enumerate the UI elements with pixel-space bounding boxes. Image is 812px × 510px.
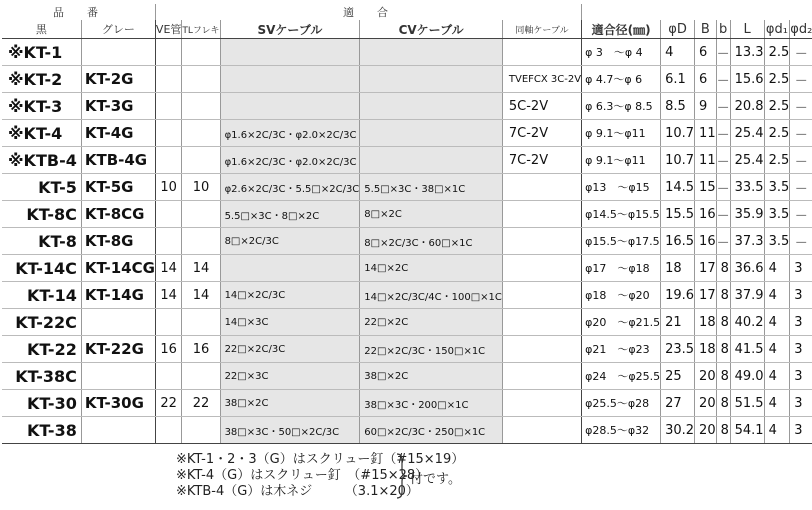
sv-cable: 38□×3C・50□×2C/3C [220,417,360,444]
table-row [2,390,812,417]
product-black: ※KT-3 [2,93,81,120]
ve-size [155,120,181,147]
header-hinban: 品 番 [52,6,104,19]
dim-d1: 2.5 [764,120,790,147]
sv-cable: 14□×2C/3C [220,282,360,309]
fit-range: φ25.5～φ28 [582,390,661,417]
header-b: b [716,20,730,39]
dim-B: 20 [695,363,717,390]
dim-L: 54.1 [730,417,764,444]
sv-cable: 14□×3C [220,309,360,336]
dim-b: － [716,66,730,93]
dim-L: 49.0 [730,363,764,390]
dim-L: 37.3 [730,228,764,255]
brace-icon [395,452,409,500]
tl-size: 10 [182,174,220,201]
table-row [2,336,812,363]
dim-d1: 2.5 [764,66,790,93]
table-row [2,417,812,444]
table-row [2,120,812,147]
coax-cable: 5C-2V [502,93,581,120]
dim-b: － [716,93,730,120]
sv-cable: φ1.6×2C/3C・φ2.0×2C/3C [220,147,360,174]
cv-cable: 22□×2C/3C・150□×1C [360,336,503,363]
dim-d2: － [790,174,812,201]
header-phid1: φd₁ [765,21,788,37]
dim-b: － [716,120,730,147]
product-gray: KT-5G [81,174,155,201]
dim-B: 9 [695,93,717,120]
dim-L: 20.8 [730,93,764,120]
ve-size [155,228,181,255]
dim-D: 10.7 [661,147,695,174]
tl-size [182,201,220,228]
dim-d2: 3 [790,390,812,417]
dim-d1: 4 [764,309,790,336]
dim-D: 4 [661,39,695,66]
spec-table [2,4,812,444]
dim-D: 10.7 [661,120,695,147]
fit-range: φ 4.7～φ 6 [582,66,661,93]
dim-d1: 4 [764,282,790,309]
ve-size [155,417,181,444]
table-row [2,201,812,228]
product-black: ※KT-4 [2,120,81,147]
dim-B: 6 [695,39,717,66]
cv-cable [360,120,503,147]
dim-d1: 4 [764,363,790,390]
dim-d2: 3 [790,309,812,336]
sv-cable [220,66,360,93]
dim-D: 27 [661,390,695,417]
footnote-2: ※KT-4（G）はスクリュー釘 （#15×28） [176,468,429,483]
fit-range: φ13 ～φ15 [582,174,661,201]
sv-cable: 38□×2C [220,390,360,417]
dim-d1: 4 [764,390,790,417]
coax-cable [502,336,581,363]
fit-range: φ24 ～φ25.5 [582,363,661,390]
dim-L: 25.4 [730,120,764,147]
ve-size [155,66,181,93]
dim-D: 30.2 [661,417,695,444]
product-gray [81,417,155,444]
dim-B: 11 [695,120,717,147]
product-black: KT-22C [2,309,81,336]
table-row [2,174,812,201]
dim-b: － [716,228,730,255]
ve-size [155,147,181,174]
fit-range: φ15.5～φ17.5 [582,228,661,255]
tl-size [182,147,220,174]
ve-size [155,309,181,336]
footnote-suffix: 付です。 [410,472,461,487]
header-ve: VE管 [155,20,181,39]
coax-cable [502,417,581,444]
footnote-3: ※KTB-4（G）は木ネジ （3.1×20） [176,484,419,499]
coax-cable [502,255,581,282]
ve-size: 14 [155,282,181,309]
header-phid2: φd₂ [790,21,812,37]
dim-D: 14.5 [661,174,695,201]
product-gray [81,363,155,390]
sv-cable: 5.5□×3C・8□×2C [220,201,360,228]
dim-D: 21 [661,309,695,336]
cv-cable: 8□×2C [360,201,503,228]
dim-B: 20 [695,390,717,417]
cv-cable: 38□×2C [360,363,503,390]
dim-D: 19.6 [661,282,695,309]
dim-L: 37.9 [730,282,764,309]
product-gray: KT-8CG [81,201,155,228]
sv-cable: φ2.6×2C/3C・5.5□×2C/3C [220,174,360,201]
dim-B: 18 [695,336,717,363]
cv-cable: 38□×3C・200□×1C [360,390,503,417]
cv-cable: 5.5□×3C・38□×1C [360,174,503,201]
fit-range: φ 3 ～φ 4 [582,39,661,66]
dim-d1: 4 [764,417,790,444]
sv-cable: 22□×2C/3C [220,336,360,363]
dim-b: － [716,39,730,66]
table-row [2,66,812,93]
dim-L: 13.3 [730,39,764,66]
dim-D: 16.5 [661,228,695,255]
table-row [2,363,812,390]
cv-cable: 14□×2C [360,255,503,282]
tl-size [182,39,220,66]
dim-d2: 3 [790,363,812,390]
sv-cable: 22□×3C [220,363,360,390]
dim-d1: 3.5 [764,228,790,255]
cv-cable [360,66,503,93]
product-black: KT-8C [2,201,81,228]
dim-d2: － [790,147,812,174]
fit-range: φ20 ～φ21.5 [582,309,661,336]
sv-cable [220,39,360,66]
fit-range: φ 9.1～φ11 [582,120,661,147]
product-gray [81,39,155,66]
product-black: KT-14C [2,255,81,282]
coax-cable: 7C-2V [502,120,581,147]
dim-d2: 3 [790,417,812,444]
product-gray: KT-14G [81,282,155,309]
header-gray: グレー [81,20,155,39]
dim-b: 8 [716,417,730,444]
tl-size [182,228,220,255]
dim-d2: 3 [790,282,812,309]
dim-B: 17 [695,255,717,282]
sv-cable [220,255,360,282]
cv-cable: 22□×2C [360,309,503,336]
dim-D: 8.5 [661,93,695,120]
product-gray: KT-3G [81,93,155,120]
product-black: KT-38 [2,417,81,444]
table-row [2,255,812,282]
product-gray: KT-30G [81,390,155,417]
ve-size [155,201,181,228]
header-dokan: 同軸ケーブル [502,20,581,39]
dim-d1: 2.5 [764,39,790,66]
fit-range: φ 6.3～φ 8.5 [582,93,661,120]
tl-size: 14 [182,282,220,309]
dim-L: 33.5 [730,174,764,201]
tl-size [182,120,220,147]
product-black: KT-14 [2,282,81,309]
fit-range: φ14.5～φ15.5 [582,201,661,228]
ve-size: 22 [155,390,181,417]
fit-range: φ28.5～φ32 [582,417,661,444]
sv-cable [220,93,360,120]
product-black: KT-5 [2,174,81,201]
dim-d1: 2.5 [764,93,790,120]
coax-cable [502,363,581,390]
product-gray: KT-2G [81,66,155,93]
coax-cable [502,282,581,309]
product-gray: KT-8G [81,228,155,255]
header-phiD: φD [661,20,695,39]
coax-cable [502,390,581,417]
table-row [2,282,812,309]
header-B: B [695,20,717,39]
dim-d1: 4 [764,255,790,282]
table-row [2,147,812,174]
dim-D: 23.5 [661,336,695,363]
product-black: KT-30 [2,390,81,417]
ve-size [155,93,181,120]
dim-d2: 3 [790,336,812,363]
ve-size [155,39,181,66]
cv-cable [360,39,503,66]
dim-d2: － [790,93,812,120]
coax-cable [502,201,581,228]
dim-d1: 3.5 [764,174,790,201]
cv-cable: 14□×2C/3C/4C・100□×1C [360,282,503,309]
dim-b: － [716,174,730,201]
product-gray: KT-4G [81,120,155,147]
product-black: ※KTB-4 [2,147,81,174]
dim-d2: － [790,228,812,255]
table-row [2,228,812,255]
product-black: KT-38C [2,363,81,390]
tl-size: 16 [182,336,220,363]
product-gray [81,309,155,336]
dim-D: 25 [661,363,695,390]
coax-cable: 7C-2V [502,147,581,174]
dim-B: 18 [695,309,717,336]
ve-size: 10 [155,174,181,201]
dim-L: 51.5 [730,390,764,417]
fit-range: φ 9.1～φ11 [582,147,661,174]
dim-B: 16 [695,228,717,255]
dim-L: 40.2 [730,309,764,336]
header-cv: CVケーブル [360,20,503,39]
header-tl: TLフレキ [182,20,220,39]
dim-L: 36.6 [730,255,764,282]
dim-b: 8 [716,390,730,417]
coax-cable [502,39,581,66]
coax-cable [502,309,581,336]
dim-B: 20 [695,417,717,444]
header-L: L [730,20,764,39]
coax-cable: TVEFCX 3C-2V [502,66,581,93]
dim-b: 8 [716,255,730,282]
product-black: KT-22 [2,336,81,363]
sv-cable: φ1.6×2C/3C・φ2.0×2C/3C [220,120,360,147]
ve-size [155,363,181,390]
table-row [2,39,812,66]
dim-d1: 4 [764,336,790,363]
product-gray: KTB-4G [81,147,155,174]
product-gray: KT-14CG [81,255,155,282]
dim-b: － [716,201,730,228]
fit-range: φ17 ～φ18 [582,255,661,282]
coax-cable [502,174,581,201]
tl-size [182,66,220,93]
dim-B: 6 [695,66,717,93]
product-black: ※KT-2 [2,66,81,93]
tl-size [182,417,220,444]
ve-size: 16 [155,336,181,363]
dim-d2: 3 [790,255,812,282]
table-row [2,93,812,120]
fit-range: φ21 ～φ23 [582,336,661,363]
tl-size: 22 [182,390,220,417]
ve-size: 14 [155,255,181,282]
dim-b: 8 [716,309,730,336]
fit-range: φ18 ～φ20 [582,282,661,309]
table-row [2,309,812,336]
dim-d1: 3.5 [764,201,790,228]
header-tekigo: 適 合 [155,4,581,20]
cv-cable: 60□×2C/3C・250□×1C [360,417,503,444]
cv-cable [360,147,503,174]
dim-d2: － [790,66,812,93]
cv-cable [360,93,503,120]
coax-cable [502,228,581,255]
dim-d2: － [790,39,812,66]
cv-cable: 8□×2C/3C・60□×1C [360,228,503,255]
tl-size [182,363,220,390]
dim-B: 16 [695,201,717,228]
dim-d2: － [790,201,812,228]
dim-b: 8 [716,363,730,390]
dim-d2: － [790,120,812,147]
tl-size [182,309,220,336]
dim-B: 11 [695,147,717,174]
dim-b: 8 [716,282,730,309]
dim-B: 17 [695,282,717,309]
product-gray: KT-22G [81,336,155,363]
dim-b: － [716,147,730,174]
dim-B: 15 [695,174,717,201]
dim-b: 8 [716,336,730,363]
tl-size [182,93,220,120]
dim-D: 6.1 [661,66,695,93]
dim-L: 25.4 [730,147,764,174]
dim-D: 15.5 [661,201,695,228]
header-sv: SVケーブル [220,20,360,39]
dim-D: 18 [661,255,695,282]
header-kuro: 黒 [2,20,81,39]
sv-cable: 8□×2C/3C [220,228,360,255]
product-black: ※KT-1 [2,39,81,66]
dim-L: 35.9 [730,201,764,228]
dim-L: 41.5 [730,336,764,363]
header-tekigokei: 適合径(㎜) [582,20,661,39]
footnote-1: ※KT-1・2・3（G）はスクリュー釘（#15×19） [176,452,465,467]
dim-d1: 2.5 [764,147,790,174]
product-black: KT-8 [2,228,81,255]
dim-L: 15.6 [730,66,764,93]
tl-size: 14 [182,255,220,282]
